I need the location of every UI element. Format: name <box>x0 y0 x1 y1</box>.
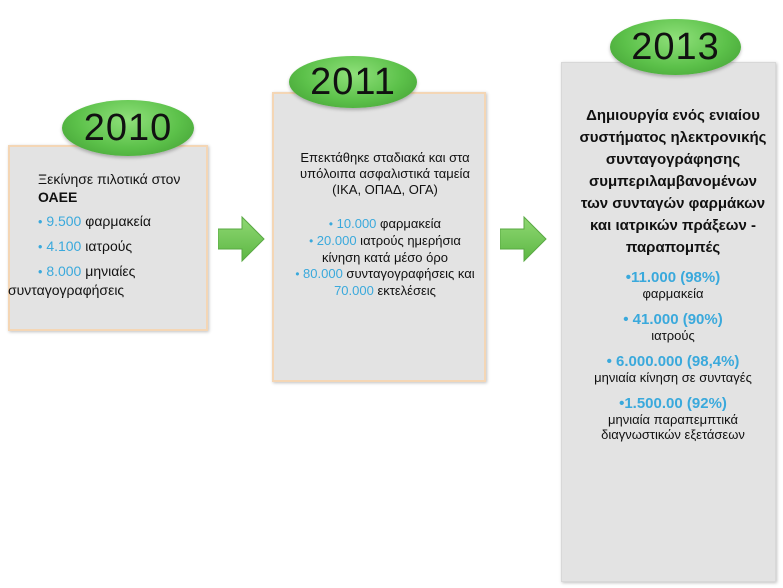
item-text: μηνιαίες συνταγογραφήσεις <box>8 263 136 298</box>
stat-value: • 6.000.000 (98,4%) <box>606 353 740 370</box>
list-item <box>292 233 478 266</box>
stat-item <box>578 353 768 385</box>
item-value: 20.000 <box>316 233 357 248</box>
list-item <box>292 216 478 233</box>
card-2011-content <box>292 150 478 299</box>
bullet: • <box>295 268 300 281</box>
list-item <box>38 212 210 231</box>
stat-item <box>578 269 768 301</box>
stat-value: •1.500.00 (92%) <box>619 395 727 412</box>
card-2010-intro <box>38 170 210 206</box>
stat-value: • 41.000 (90%) <box>623 311 723 328</box>
stat-item <box>578 395 768 442</box>
intro-text: Ξεκίνησε πιλοτικά στον <box>38 171 181 187</box>
item-text: ιατρούς ημερήσια κίνηση κατά μέσο όρο <box>322 233 461 265</box>
item-value: 8.000 <box>46 263 82 279</box>
card-2010-content <box>8 170 210 299</box>
stat-desc: μηνιαία παραπεμπτικά διαγνωστικών εξετάσεων <box>601 412 745 442</box>
bullet: • <box>38 240 43 254</box>
stat-desc: ιατρούς <box>651 328 695 343</box>
arrow-right-icon <box>500 215 548 263</box>
bullet: • <box>328 218 334 231</box>
stat-value: •11.000 (98%) <box>625 269 721 286</box>
item-text: συνταγογραφήσεις και <box>342 266 475 281</box>
bullet: • <box>309 235 314 248</box>
list-item <box>38 237 210 256</box>
list-item <box>292 266 478 299</box>
arrow-right-icon <box>218 215 266 263</box>
stat-desc: φαρμακεία <box>642 286 704 301</box>
stat-desc: μηνιαία κίνηση σε συνταγές <box>594 370 752 385</box>
bullet: • <box>38 215 43 229</box>
item-value: 80.000 <box>303 266 343 281</box>
item-value: 70.000 <box>334 283 374 298</box>
stat-item <box>578 311 768 343</box>
list-item <box>8 262 210 299</box>
item-value: 10.000 <box>336 216 377 231</box>
item-value: 9.500 <box>46 213 82 229</box>
intro-fund: ΟΑΕΕ <box>38 189 78 205</box>
year-badge-2010: 2010 <box>62 100 194 156</box>
card-2013-content <box>578 105 768 442</box>
item-value: 4.100 <box>46 238 82 254</box>
item-text: φαρμακεία <box>376 216 442 231</box>
card-2013-title: Δημιουργία ενός ενιαίου συστήματος ηλεκτρονικής συνταγογράφησης συμπεριλαμβανομένων των συνταγών φαρμάκων και ιατρικών πράξεων - παραπομπές <box>579 107 767 256</box>
year-badge-2011: 2011 <box>289 56 417 108</box>
item-text: ιατρούς <box>81 238 133 254</box>
item-text: εκτελέσεις <box>373 283 436 298</box>
bullet: • <box>38 265 43 279</box>
card-2011-intro: Επεκτάθηκε σταδιακά και στα υπόλοιπα ασφαλιστικά ταμεία (ΙΚΑ, ΟΠΑΔ, ΟΓΑ) <box>300 150 470 197</box>
year-badge-2013: 2013 <box>610 19 741 75</box>
item-text: φαρμακεία <box>81 213 151 229</box>
